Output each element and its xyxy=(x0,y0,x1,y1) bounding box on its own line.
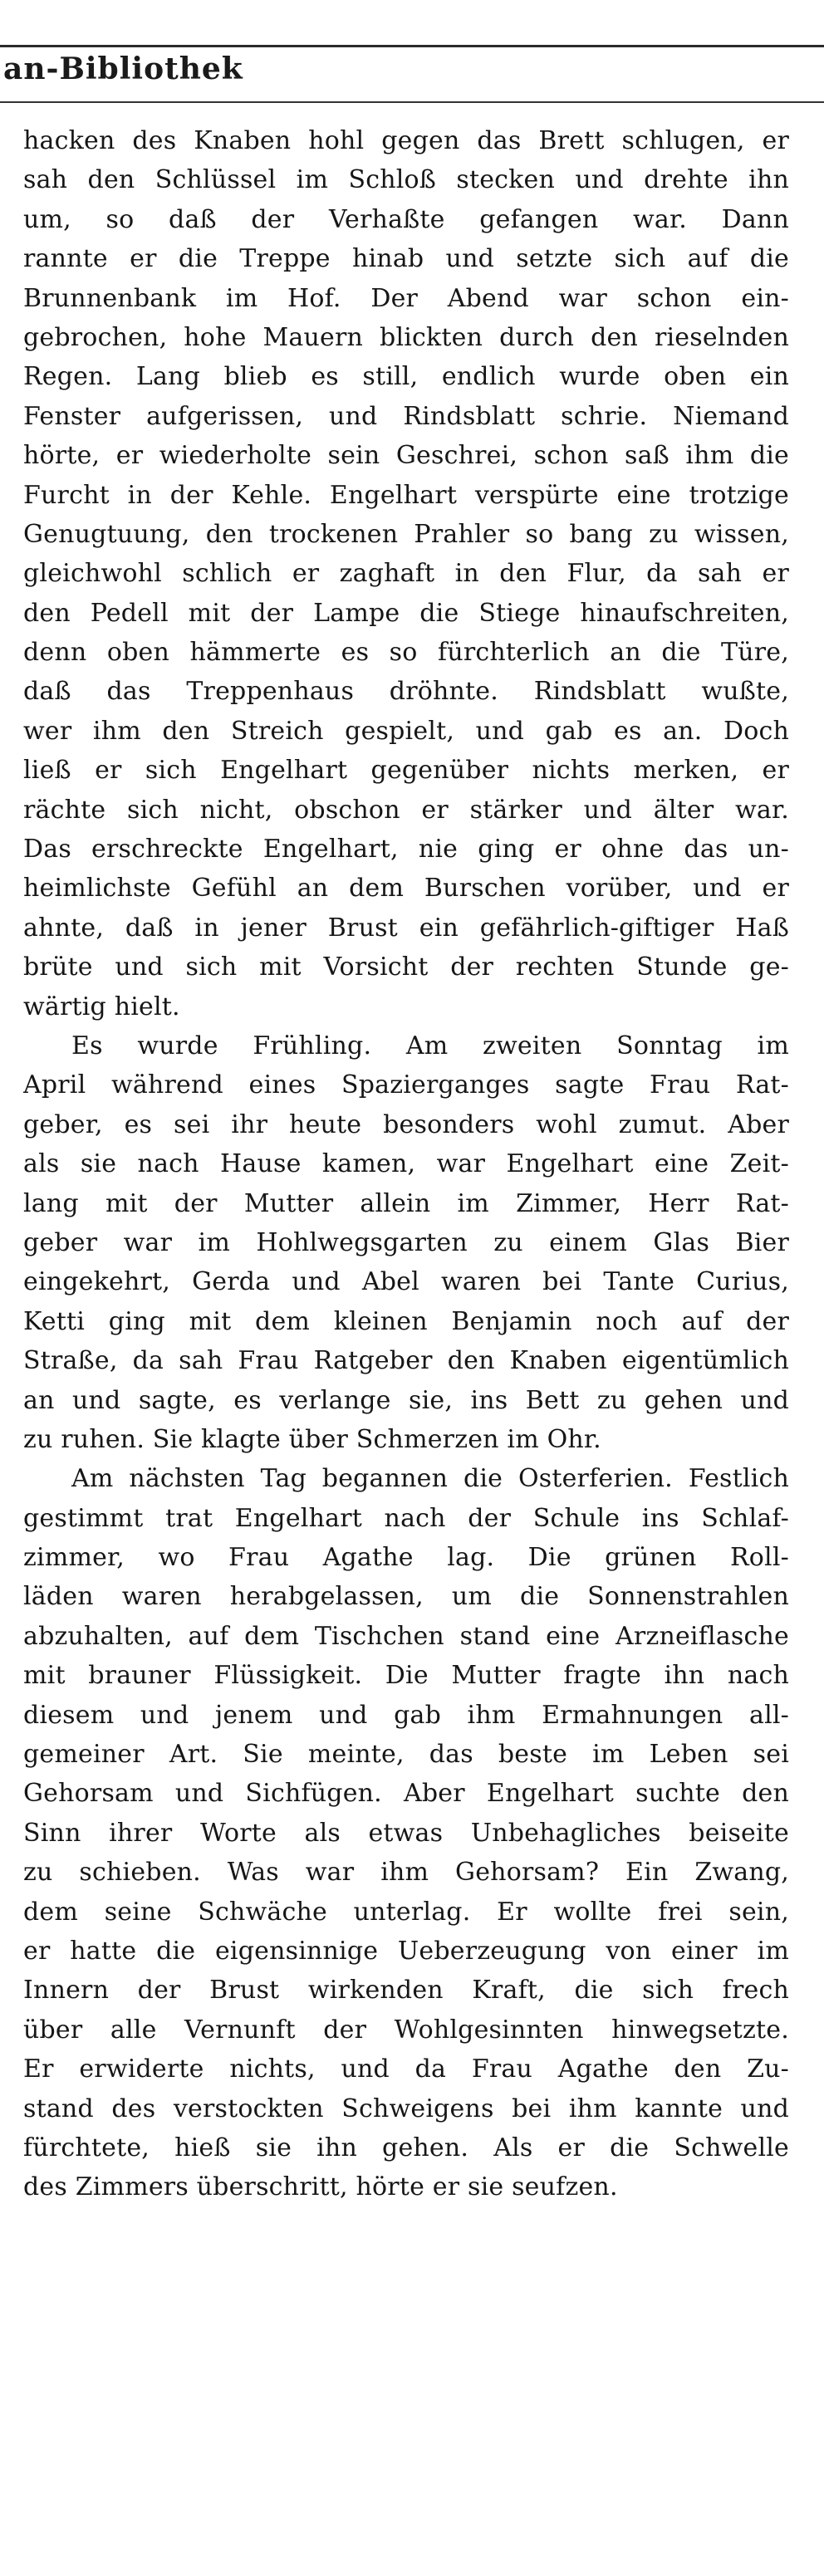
text-line: sah den Schlüssel im Schloß stecken und drehte ihn xyxy=(23,165,789,195)
text-line: zimmer, wo Frau Agathe lag. Die grünen Roll- xyxy=(23,1543,789,1573)
text-line: gemeiner Art. Sie meinte, das beste im Leben sei xyxy=(23,1740,789,1770)
text-line: mit brauner Flüssigkeit. Die Mutter fragte ihn nach xyxy=(23,1661,789,1691)
text-line: gestimmt trat Engelhart nach der Schule ins Schlaf- xyxy=(23,1503,789,1533)
text-line: Es wurde Frühling. Am zweiten Sonntag im xyxy=(71,1031,789,1060)
text-line: lang mit der Mutter allein im Zimmer, Herr Rat- xyxy=(23,1188,789,1218)
text-line: läden waren herabgelassen, um die Sonnenstrahlen xyxy=(23,1582,789,1612)
paragraph-3 xyxy=(23,1459,789,2206)
text-line: diesem und jenem und gab ihm Ermahnungen all- xyxy=(23,1700,789,1730)
text-line: hacken des Knaben hohl gegen das Brett schlugen, er xyxy=(23,126,789,155)
text-line: Fenster aufgerissen, und Rindsblatt schrie. Niemand xyxy=(23,401,789,431)
text-line: wärtig hielt. xyxy=(23,992,180,1021)
text-line: Ketti ging mit dem kleinen Benjamin noch auf der xyxy=(23,1306,789,1336)
text-line: Brunnenbank im Hof. Der Abend war schon ein- xyxy=(23,283,789,313)
text-line: Er erwiderte nichts, und da Frau Agathe den Zu- xyxy=(23,2054,789,2084)
text-line: heimlichste Gefühl an dem Burschen vorüber, und er xyxy=(23,874,789,904)
text-line: des Zimmers überschritt, hörte er sie seufzen. xyxy=(23,2172,618,2202)
text-line: rannte er die Treppe hinab und setzte sich auf die xyxy=(23,244,789,274)
text-line: geber war im Hohlwegsgarten zu einem Glas Bier xyxy=(23,1227,789,1257)
text-line: abzuhalten, auf dem Tischchen stand eine Arzneiflasche xyxy=(23,1621,789,1651)
text-line: Das erschreckte Engelhart, nie ging er ohne das un- xyxy=(23,835,789,864)
text-line: um, so daß der Verhaßte gefangen war. Dann xyxy=(23,204,789,234)
body-text xyxy=(23,121,789,2207)
text-line: denn oben hämmerte es so fürchterlich an die Türe, xyxy=(23,638,789,668)
text-line: Straße, da sah Frau Ratgeber den Knaben eigentümlich xyxy=(23,1346,789,1376)
paragraph-2 xyxy=(23,1026,789,1459)
text-line: daß das Treppenhaus dröhnte. Rindsblatt wußte, xyxy=(23,677,789,707)
text-line: fürchtete, hieß sie ihn gehen. Als er die Schwelle xyxy=(23,2133,789,2162)
text-line: Furcht in der Kehle. Engelhart verspürte eine trotzige xyxy=(23,480,789,510)
text-line: über alle Vernunft der Wohlgesinnten hinwegsetzte. xyxy=(23,2015,789,2045)
text-line: er hatte die eigensinnige Ueberzeugung von einer im xyxy=(23,1936,789,1966)
text-line: eingekehrt, Gerda und Abel waren bei Tante Curius, xyxy=(23,1267,789,1297)
text-line: zu ruhen. Sie klagte über Schmerzen im Ohr. xyxy=(23,1424,601,1454)
paragraph-1 xyxy=(23,121,789,1026)
text-line: Innern der Brust wirkenden Kraft, die sich frech xyxy=(23,1976,789,2005)
text-line: ahnte, daß in jener Brust ein gefährlich-giftiger Haß xyxy=(23,913,789,943)
text-line: Gehorsam und Sichfügen. Aber Engelhart suchte den xyxy=(23,1779,789,1809)
text-line: hörte, er wiederholte sein Geschrei, schon saß ihm die xyxy=(23,441,789,471)
text-line: zu schieben. Was war ihm Gehorsam? Ein Zwang, xyxy=(23,1858,789,1888)
text-line: Sinn ihrer Worte als etwas Unbehagliches beiseite xyxy=(23,1818,789,1848)
text-line: dem seine Schwäche unterlag. Er wollte frei sein, xyxy=(23,1897,789,1927)
text-line: ließ er sich Engelhart gegenüber nichts merken, er xyxy=(23,756,789,786)
text-line: Genugtuung, den trockenen Prahler so bang zu wissen, xyxy=(23,519,789,549)
text-line: rächte sich nicht, obschon er stärker und älter war. xyxy=(23,795,789,825)
text-line: Am nächsten Tag begannen die Osterferien. Festlich xyxy=(71,1464,789,1494)
text-line: gebrochen, hohe Mauern blickten durch den rieselnden xyxy=(23,322,789,352)
header-rule xyxy=(0,101,824,103)
text-line: geber, es sei ihr heute besonders wohl zumut. Aber xyxy=(23,1109,789,1139)
text-line: wer ihm den Streich gespielt, und gab es an. Doch xyxy=(23,716,789,746)
text-line: Regen. Lang blieb es still, endlich wurde oben ein xyxy=(23,362,789,392)
running-header-title: an-Bibliothek xyxy=(3,51,243,86)
text-line: als sie nach Hause kamen, war Engelhart eine Zeit- xyxy=(23,1149,789,1179)
text-line: brüte und sich mit Vorsicht der rechten Stunde ge- xyxy=(23,953,789,982)
text-line: gleichwohl schlich er zaghaft in den Flur, da sah er xyxy=(23,559,789,589)
text-line: April während eines Spazierganges sagte Frau Rat- xyxy=(23,1070,789,1100)
text-line: den Pedell mit der Lampe die Stiege hinaufschreiten, xyxy=(23,598,789,628)
top-rule xyxy=(0,45,824,47)
text-line: stand des verstockten Schweigens bei ihm kannte und xyxy=(23,2094,789,2123)
text-line: an und sagte, es verlange sie, ins Bett zu gehen und xyxy=(23,1385,789,1415)
